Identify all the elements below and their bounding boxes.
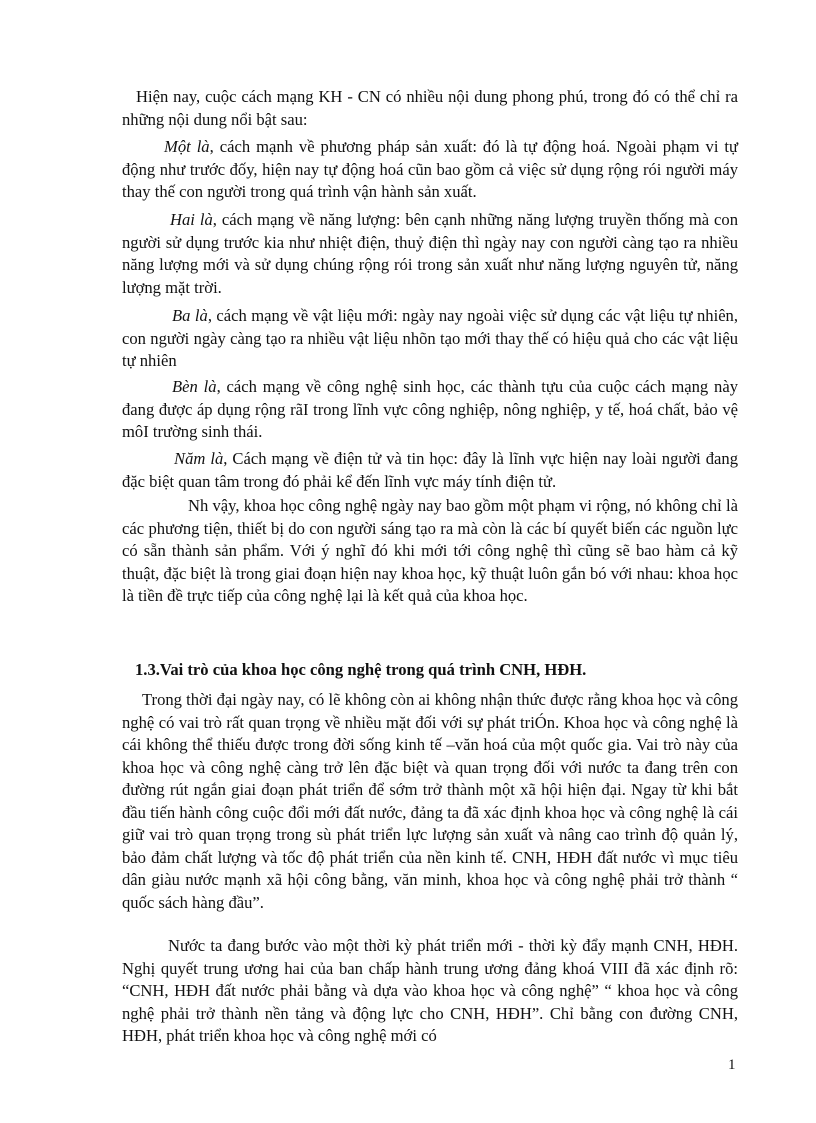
item-one-paragraph xyxy=(122,136,738,204)
role-text: Trong thời đại ngày nay, có lẽ không còn ai không nhận thức được rằng khoa học và công nghệ có vai trò rất quan trọng về nhiều mặt đối với sự phát triÓn. Khoa học và công nghệ là cái không thể thiếu được trong đời sống kinh tế –văn hoá của một quốc gia. Vai trò này của khoa học và công nghệ càng trở lên đặc biệt và quan trọng đối với nước ta đang trên con đường rút ngắn giai đoạn phát triển để sớm trở thành một xã hội hiện đại. Ngay từ khi bắt đầu tiến hành công cuộc đổi mới đất nước, đảng ta đã xác định khoa học và công nghệ là cái giữ vai trò quan trọng trong sù phát triển lực lượng sản xuất và nâng cao trình độ quản lý, bảo đảm chất lượng và tốc độ phát triển của nền kinh tế. CNH, HĐH đất nước vì mục tiêu dân giàu nước mạnh xã hội công bằng, văn minh, khoa học và công nghệ phải trở thành “ quốc sách hàng đầu”. xyxy=(122,690,738,912)
section-heading: 1.3.Vai trò của khoa học công nghệ trong quá trình CNH, HĐH. xyxy=(135,660,587,679)
item-text: , cách mạng về vật liệu mới: ngày nay ngoài việc sử dụng các vật liệu tự nhiên, con người ngày càng tạo ra nhiều vật liệu nhõn tạo mới thay thế có hiệu quả cho các vật liệu tự nhiên xyxy=(122,306,738,370)
intro-text: Hiện nay, cuộc cách mạng KH - CN có nhiều nội dung phong phú, trong đó có thể chỉ ra những nội dung nổi bật sau: xyxy=(122,87,738,129)
item-text: , cách mạnh về phương pháp sản xuất: đó là tự động hoá. Ngoài phạm vi tự động như trước đốy, hiện nay tự động hoá cũn bao gồm cả việc sử dụng rộng rói người máy thay thế con người trong quá trình vận hành sản xuất. xyxy=(122,137,738,201)
item-label: Bèn là xyxy=(172,377,217,396)
item-text: , cách mạng về năng lượng: bên cạnh những năng lượng truyền thống mà con người sử dụng trước kia như nhiệt điện, thuỷ điện thì ngày nay con người càng tạo ra nhiều năng lượng mới và sử dụng chúng rộng rói trong sản xuất như năng lượng nguyên tử, năng lượng mặt trời. xyxy=(122,210,738,297)
resolution-text: Nước ta đang bước vào một thời kỳ phát triển mới - thời kỳ đẩy mạnh CNH, HĐH. Nghị quyết trung ương hai của ban chấp hành trung ương đảng khoá VIII đã xác định rõ: “CNH, HĐH đất nước phải bằng và dựa vào khoa học và công nghệ” “ khoa học và công nghệ phải trở thành nền tảng và động lực cho CNH, HĐH”. Chỉ bằng con đường CNH, HĐH, phát triển khoa học và công nghệ mới có xyxy=(122,936,738,1045)
page-number: 1 xyxy=(728,1057,736,1073)
item-label: Ba là xyxy=(172,306,208,325)
item-two-paragraph xyxy=(122,209,738,299)
item-label: Hai là xyxy=(170,210,213,229)
item-label: Năm là xyxy=(174,449,224,468)
intro-paragraph xyxy=(122,86,738,131)
item-four-paragraph xyxy=(122,376,738,444)
resolution-paragraph xyxy=(122,935,738,1048)
summary-text: Nh vậy, khoa học công nghệ ngày nay bao gồm một phạm vi rộng, nó không chỉ là các phương tiện, thiết bị do con người sáng tạo ra mà còn là các bí quyết biến các nguồn lực có sẵn thành sản phẩm. Với ý nghĩ đó khi mới tới công nghệ thì cũng sẽ bao hàm cả kỹ thuật, đặc biệt là trong giai đoạn hiện nay khoa học, kỹ thuật luôn gắn bó với nhau: khoa học là tiền đề trực tiếp của công nghệ lại là kết quả của khoa học. xyxy=(122,496,738,605)
item-label: Một là xyxy=(164,137,210,156)
item-text: , Cách mạng về điện tử và tin học: đây là lĩnh vực hiện nay loài người đang đặc biệt quan tâm trong đó phải kể đến lĩnh vực máy tính điện tử. xyxy=(122,449,739,491)
item-text: , cách mạng về công nghệ sinh học, các thành tựu của cuộc cách mạng này đang được áp dụng rộng rãI trong lĩnh vực công nghiệp, nông nghiệp, y tế, hoá chất, bảo vệ môI trường sinh thái. xyxy=(122,377,738,441)
summary-paragraph xyxy=(122,495,738,608)
item-five-paragraph xyxy=(122,448,738,493)
item-three-paragraph xyxy=(122,305,738,373)
role-paragraph xyxy=(122,689,738,914)
